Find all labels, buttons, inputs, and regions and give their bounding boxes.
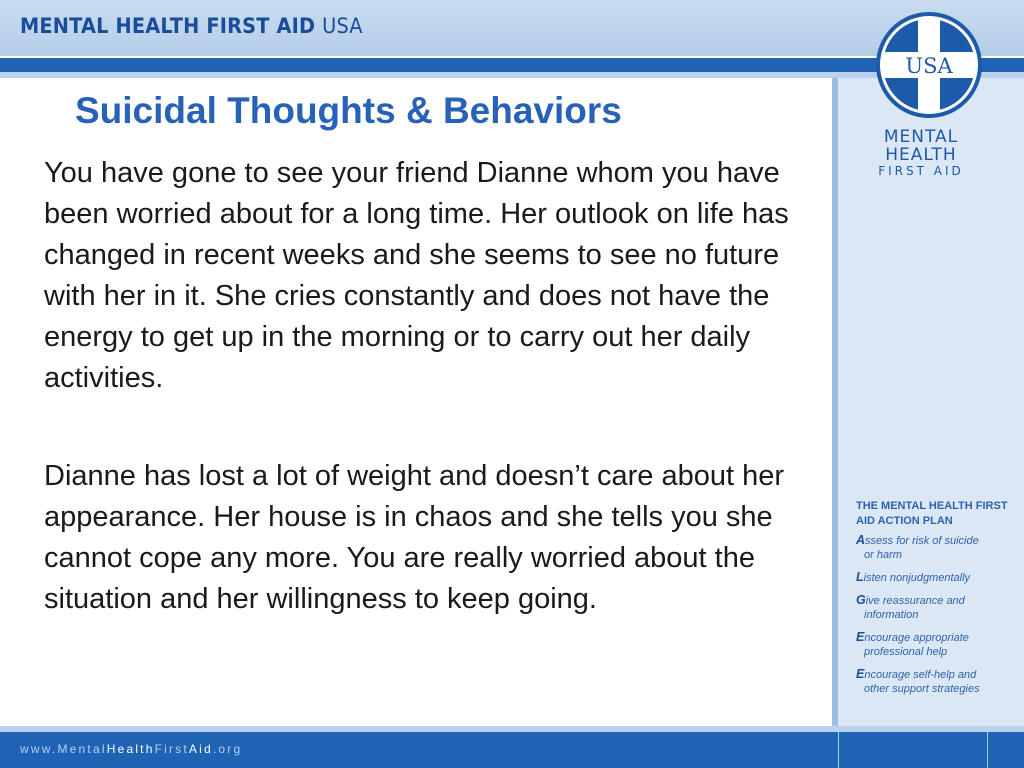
action-text: ncourage appropriate — [864, 632, 969, 644]
action-letter: E — [856, 667, 865, 681]
footer-website-url[interactable]: www.MentalHealthFirstAid.org — [20, 742, 243, 756]
action-letter: A — [856, 533, 866, 547]
action-letter: L — [856, 570, 864, 584]
action-text: ssess for risk of suicide — [865, 535, 979, 547]
action-text: ncourage self-help and — [864, 669, 977, 681]
logo-line-health: HEALTH — [885, 145, 957, 165]
action-text: ive reassurance and — [865, 595, 965, 607]
logo-wordmark — [846, 128, 996, 178]
action-plan-item-encourage-professional — [856, 630, 1016, 659]
action-text-cont: professional help — [864, 646, 948, 658]
action-letter: G — [856, 593, 866, 607]
slide-title: Suicidal Thoughts & Behaviors — [75, 90, 622, 131]
logo-line-first-aid: FIRST AID — [878, 164, 964, 178]
footer-divider-box — [838, 732, 988, 768]
seal-text: USA — [905, 54, 953, 78]
brand-title: MENTAL HEALTH FIRST AID USA — [20, 14, 363, 38]
action-text-cont: information — [864, 609, 919, 621]
header-stripe — [0, 58, 1024, 72]
action-plan-item-give — [856, 593, 1016, 622]
action-letter: E — [856, 630, 865, 644]
action-plan — [856, 499, 1016, 704]
action-text-cont: or harm — [864, 549, 902, 561]
logo-line-mental: MENTAL — [883, 127, 959, 147]
action-plan-item-assess — [856, 533, 1016, 562]
action-text-cont: other support strategies — [864, 683, 980, 695]
scenario-paragraph-1: You have gone to see your friend Dianne whom you have been worried about for a long time. Her outlook on life has changed in recent weeks and she seems to see no future with her in it. She cries constantly and does not have the energy to get up in the morning or to carry out her daily activities. — [44, 157, 789, 394]
action-plan-item-encourage-selfhelp — [856, 667, 1016, 696]
action-plan-item-listen — [856, 570, 1016, 585]
scenario-paragraph-2: Dianne has lost a lot of weight and doesn’t care about her appearance. Her house is in chaos and she tells you she cannot cope any more. You are really worried about the situation and her willingness to keep going. — [44, 460, 784, 615]
action-text: isten nonjudgmentally — [863, 572, 971, 584]
action-plan-title: THE MENTAL HEALTH FIRST AID ACTION PLAN — [856, 500, 1008, 527]
sidebar-edge — [832, 78, 838, 726]
usa-seal-logo — [874, 10, 984, 120]
